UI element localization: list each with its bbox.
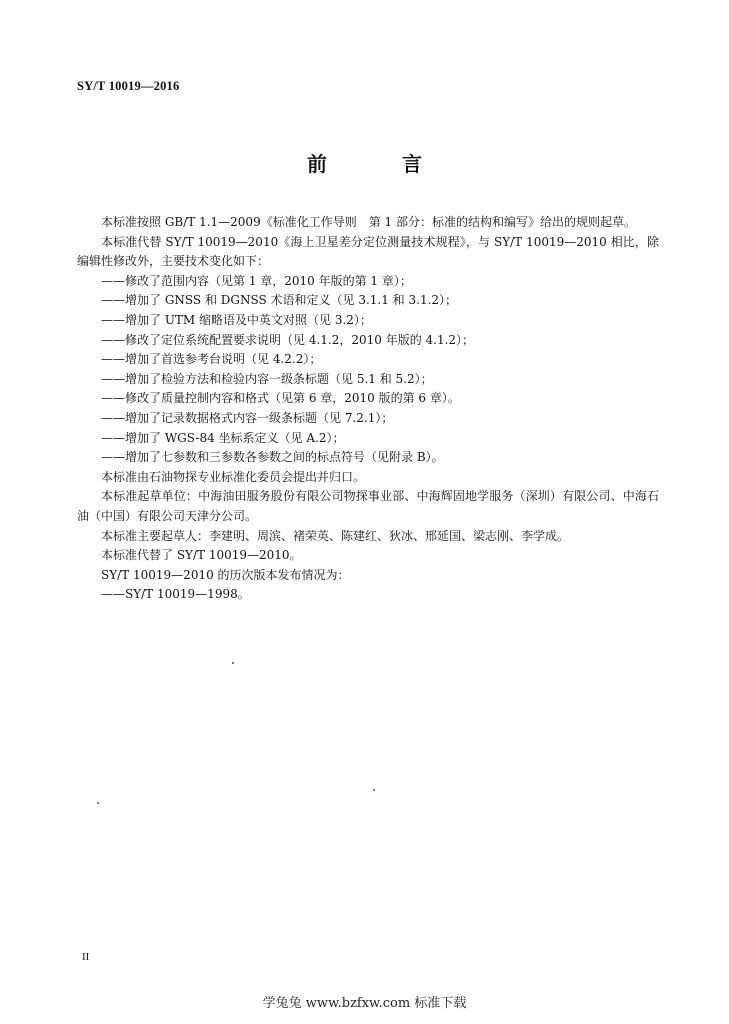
paragraph-replaces: 本标准代替了 SY/T 10019—2010。 [101, 548, 302, 563]
change-item: ——增加了 WGS-84 坐标系定义（见 A.2）； [101, 430, 345, 445]
change-item: ——修改了范围内容（见第 1 章，2010 年版的第 1 章）； [101, 273, 412, 288]
change-item: ——增加了首选参考台说明（见 4.2.2）； [101, 352, 322, 367]
page-number: II [82, 951, 90, 963]
change-item: ——增加了记录数据格式内容一级条标题（见 7.2.1）； [101, 410, 394, 425]
change-item: ——修改了定位系统配置要求说明（见 4.1.2，2010 年版的 4.1.2）； [101, 332, 475, 347]
scan-speck [232, 662, 234, 664]
paragraph-proposer: 本标准由石油物探专业标准化委员会提出并归口。 [101, 469, 366, 484]
paragraph-replacement: 本标准代替 SY/T 10019—2010《海上卫星差分定位测量技术规程》，与 SY/T 10019—2010 相比，除编辑性修改外，主要技术变化如下： [77, 234, 659, 269]
scan-speck [97, 802, 99, 804]
watermark-footer: 学兔兔 www.bzfxw.com 标准下载 [262, 996, 467, 1011]
foreword-body [77, 213, 659, 605]
change-item: ——增加了七参数和三参数各参数之间的标点符号（见附录 B）。 [101, 450, 444, 465]
change-item: ——增加了 GNSS 和 DGNSS 术语和定义（见 3.1.1 和 3.1.2）； [101, 293, 458, 308]
standard-code-header: SY/T 10019—2016 [77, 79, 180, 93]
change-item: ——增加了检验方法和检验内容一级条标题（见 5.1 和 5.2）； [101, 371, 433, 386]
change-item: ——增加了 UTM 缩略语及中英文对照（见 3.2）； [101, 312, 372, 327]
paragraph-history-intro: SY/T 10019—2010 的历次版本发布情况为： [101, 567, 350, 582]
scan-speck [373, 789, 375, 791]
paragraph-drafting-rules: 本标准按照 GB/T 1.1—2009《标准化工作导则 第 1 部分：标准的结构和编写》给出的规则起草。 [101, 215, 636, 229]
history-item: ——SY/T 10019—1998。 [101, 587, 250, 602]
change-item: ——修改了质量控制内容和格式（见第 6 章，2010 版的第 6 章）。 [101, 391, 460, 406]
paragraph-drafting-units: 本标准起草单位：中海油田服务股份有限公司物探事业部、中海辉固地学服务（深圳）有限公司、中海石油（中国）有限公司天津分公司。 [77, 489, 659, 523]
page-title: 前 言 [307, 152, 456, 176]
paragraph-drafters: 本标准主要起草人：李建明、周滨、褚荣英、陈建红、狄冰、邢延国、梁志刚、李学成。 [101, 528, 570, 543]
